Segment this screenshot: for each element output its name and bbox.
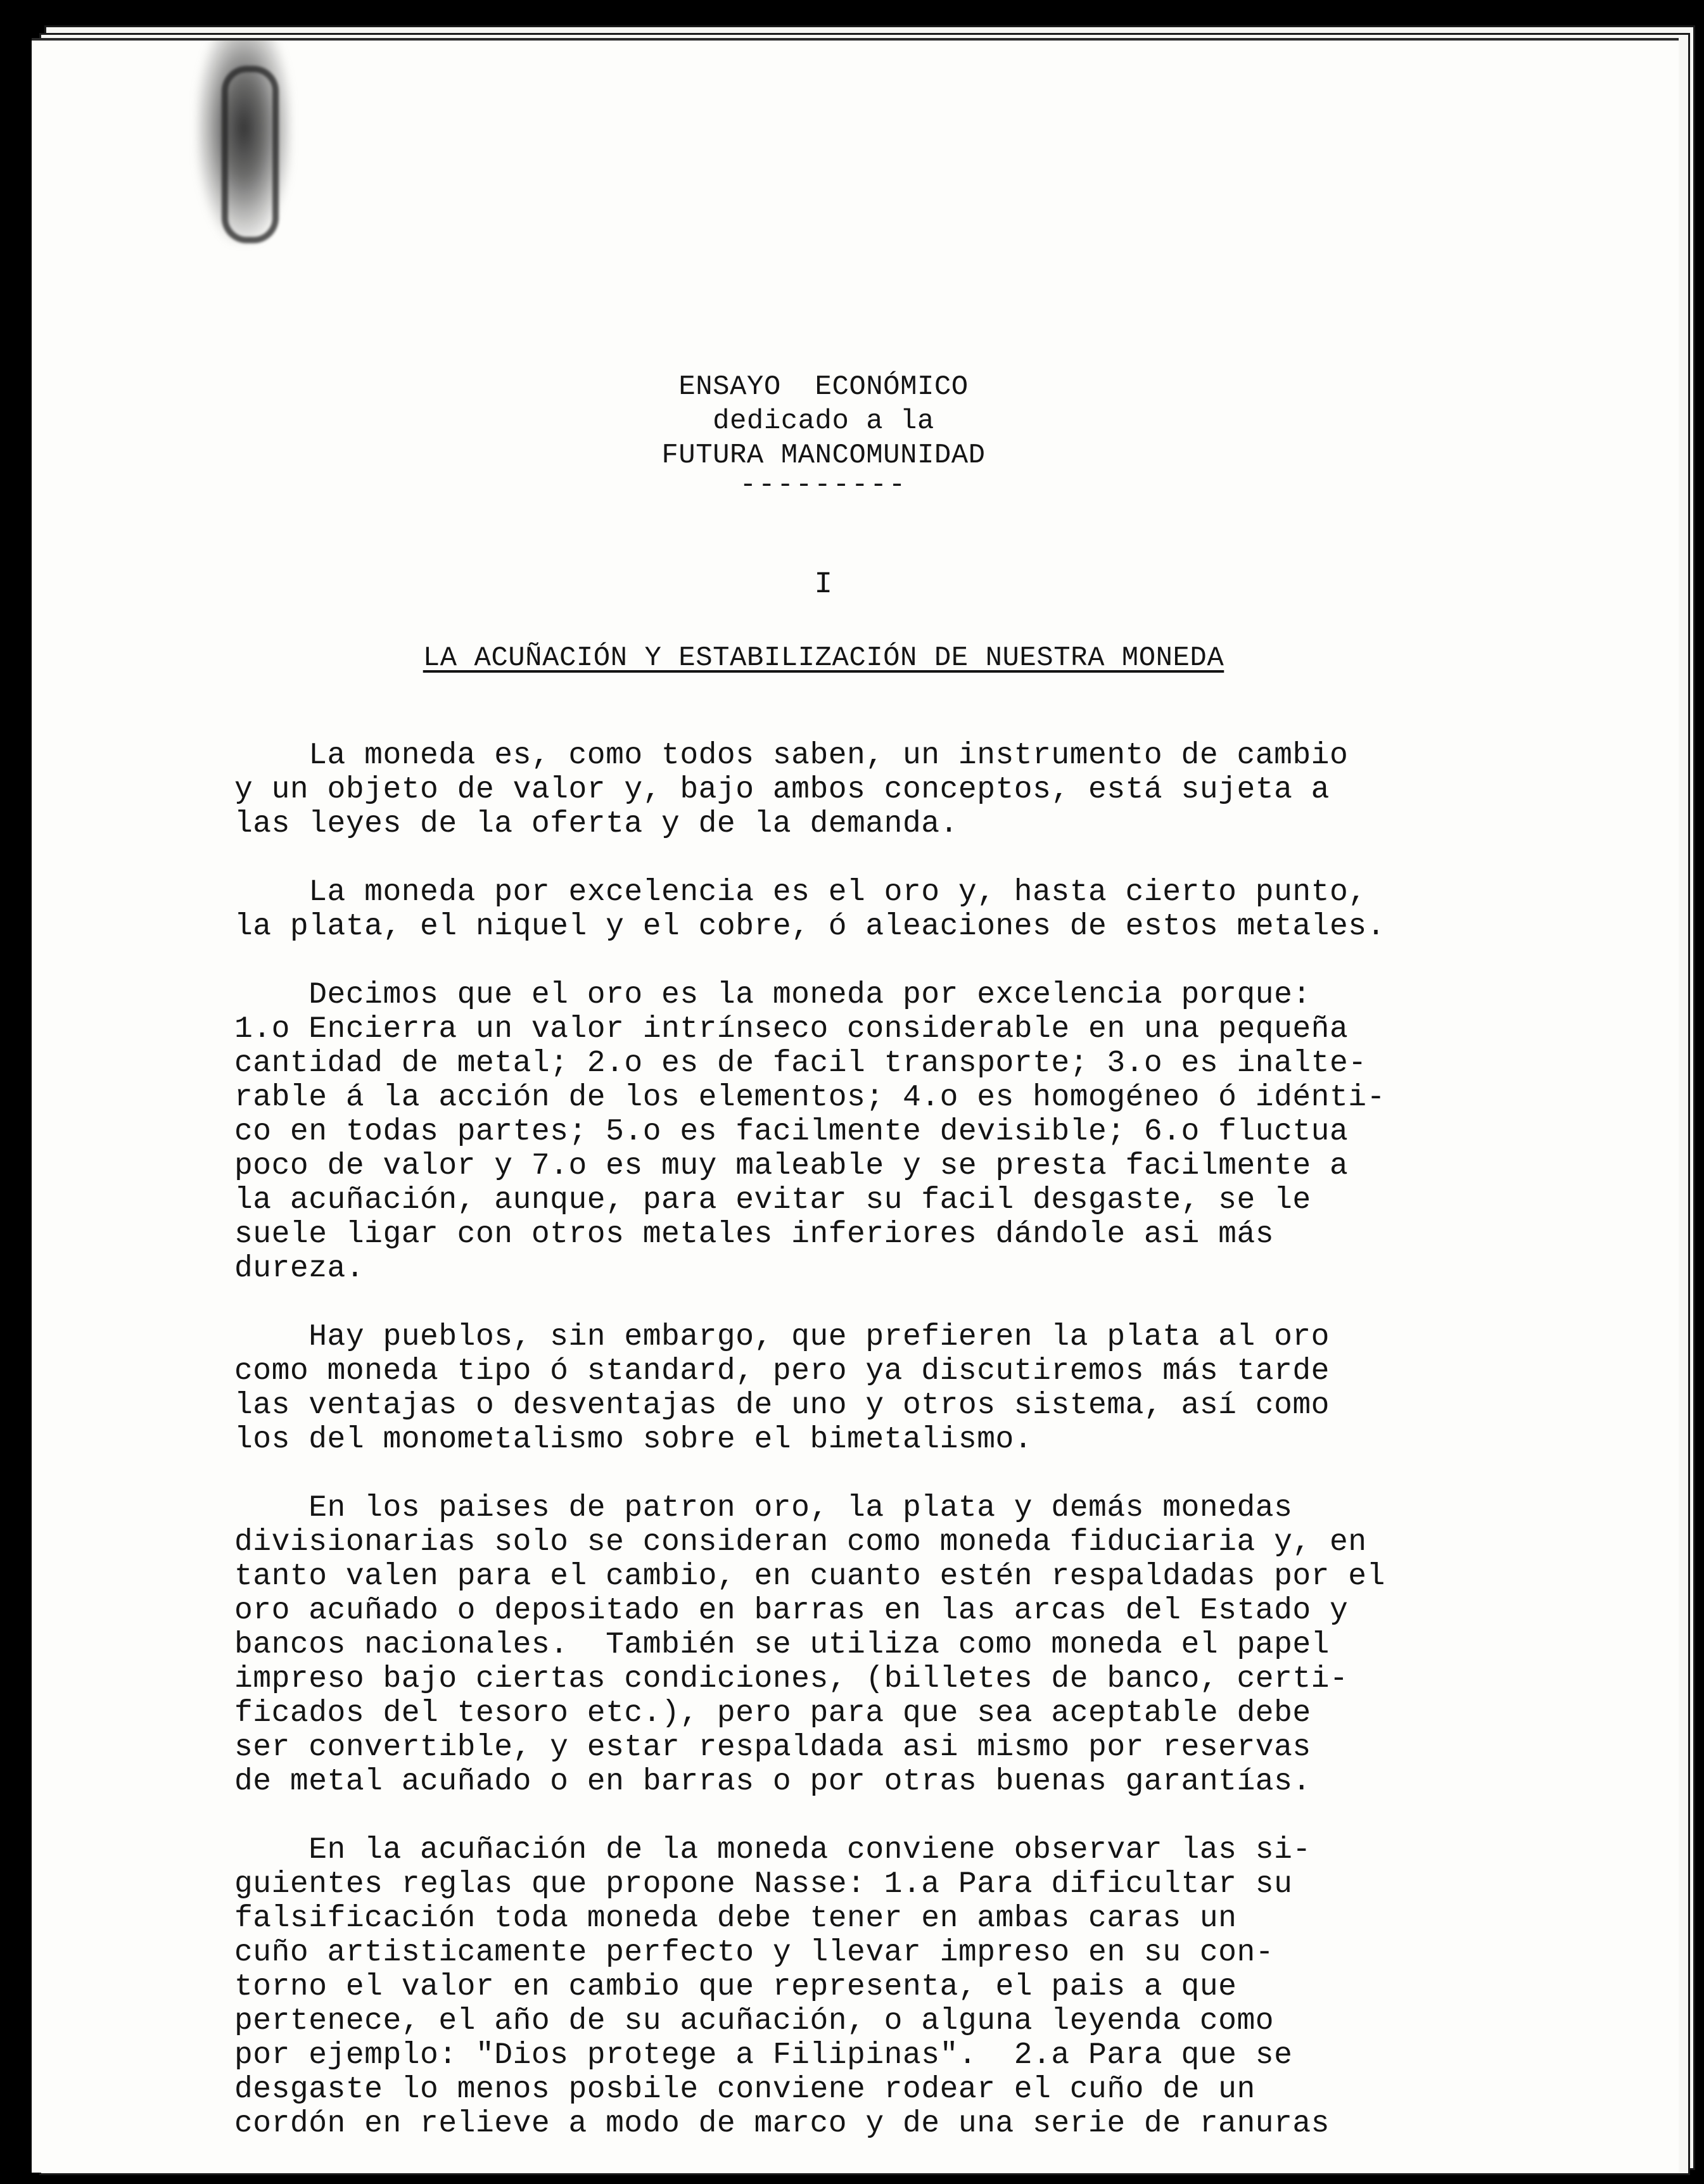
typed-text-body — [234, 370, 1489, 2141]
paperclip-icon — [222, 66, 279, 243]
paragraph — [234, 1833, 1489, 2141]
text-line: oro acuñado o depositado en barras en las arcas del Estado y — [234, 1594, 1349, 1628]
text-line: por ejemplo: "Dios protege a Filipinas". 2.a Para que se — [234, 2038, 1293, 2073]
text-line: co en todas partes; 5.o es facilmente devisible; 6.o fluctua — [234, 1115, 1349, 1149]
text-line: la acuñación, aunque, para evitar su facil desgaste, se le — [234, 1183, 1311, 1217]
text-line: tanto valen para el cambio, en cuanto estén respaldadas por el — [234, 1559, 1385, 1594]
chapter-number: I — [814, 568, 833, 602]
text-line: ficados del tesoro etc.), pero para que sea aceptable debe — [234, 1696, 1311, 1730]
text-line: torno el valor en cambio que representa, el pais a que — [234, 1970, 1237, 2004]
text-line: Hay pueblos, sin embargo, que prefieren la plata al oro — [234, 1320, 1330, 1354]
text-line: En los paises de patron oro, la plata y demás monedas — [234, 1491, 1293, 1525]
text-line: En la acuñación de la moneda conviene observar las si- — [234, 1833, 1311, 1867]
text-line: rable á la acción de los elementos; 4.o es homogéneo ó idénti- — [234, 1081, 1385, 1115]
paragraph — [234, 875, 1489, 944]
text-line: suele ligar con otros metales inferiores dándole asi más — [234, 1217, 1275, 1252]
text-line: cordón en relieve a modo de marco y de una serie de ranuras — [234, 2107, 1330, 2141]
text-line: cantidad de metal; 2.o es de facil transporte; 3.o es inalte- — [234, 1046, 1367, 1081]
paragraph — [234, 739, 1489, 841]
text-line: los del monometalismo sobre el bimetalismo. — [234, 1423, 1033, 1457]
text-line: Decimos que el oro es la moneda por excelencia porque: — [234, 978, 1311, 1012]
text-line: la plata, el niquel y el cobre, ó aleaciones de estos metales. — [234, 910, 1385, 944]
text-line: bancos nacionales. También se utiliza como moneda el papel — [234, 1628, 1330, 1662]
paragraph — [234, 1491, 1489, 1799]
title-line: FUTURA MANCOMUNIDAD — [661, 440, 986, 471]
title-line: ENSAYO ECONÓMICO — [678, 371, 969, 403]
text-line: desgaste lo menos posbile conviene rodear el cuño de un — [234, 2073, 1256, 2107]
paragraph — [234, 978, 1489, 1286]
text-line: dureza. — [234, 1252, 365, 1286]
text-line: como moneda tipo ó standard, pero ya discutiremos más tarde — [234, 1354, 1330, 1388]
text-line: cuño artisticamente perfecto y llevar impreso en su con- — [234, 1936, 1275, 1970]
text-line: pertenece, el año de su acuñación, o alguna leyenda como — [234, 2004, 1275, 2038]
text-line: ser convertible, y estar respaldada asi mismo por reservas — [234, 1730, 1311, 1765]
text-line: de metal acuñado o en barras o por otras buenas garantías. — [234, 1765, 1311, 1799]
document-page — [32, 38, 1679, 2173]
text-line: La moneda es, como todos saben, un instrumento de cambio — [234, 739, 1349, 773]
text-line: y un objeto de valor y, bajo ambos conceptos, está sujeta a — [234, 773, 1330, 807]
chapter-heading-text: LA ACUÑACIÓN Y ESTABILIZACIÓN DE NUESTRA MONEDA — [423, 642, 1224, 674]
text-line: poco de valor y 7.o es muy maleable y se presta facilmente a — [234, 1149, 1349, 1183]
text-line: divisionarias solo se consideran como moneda fiduciaria y, en — [234, 1525, 1367, 1559]
text-line: 1.o Encierra un valor intrínseco considerable en una pequeña — [234, 1012, 1349, 1046]
text-line: las leyes de la oferta y de la demanda. — [234, 807, 958, 841]
chapter-heading — [285, 641, 1362, 675]
title-block — [285, 370, 1362, 501]
text-line: impreso bajo ciertas condiciones, (billetes de banco, certi- — [234, 1662, 1349, 1696]
text-line: guientes reglas que propone Nasse: 1.a Para dificultar su — [234, 1867, 1293, 1901]
paragraph — [234, 1320, 1489, 1457]
title-line: dedicado a la — [713, 405, 934, 437]
text-line: La moneda por excelencia es el oro y, hasta cierto punto, — [234, 875, 1367, 910]
text-line: las ventajas o desventajas de uno y otros sistema, así como — [234, 1388, 1330, 1423]
title-rule: --------- — [739, 469, 908, 501]
text-line: falsificación toda moneda debe tener en ambas caras un — [234, 1901, 1237, 1936]
